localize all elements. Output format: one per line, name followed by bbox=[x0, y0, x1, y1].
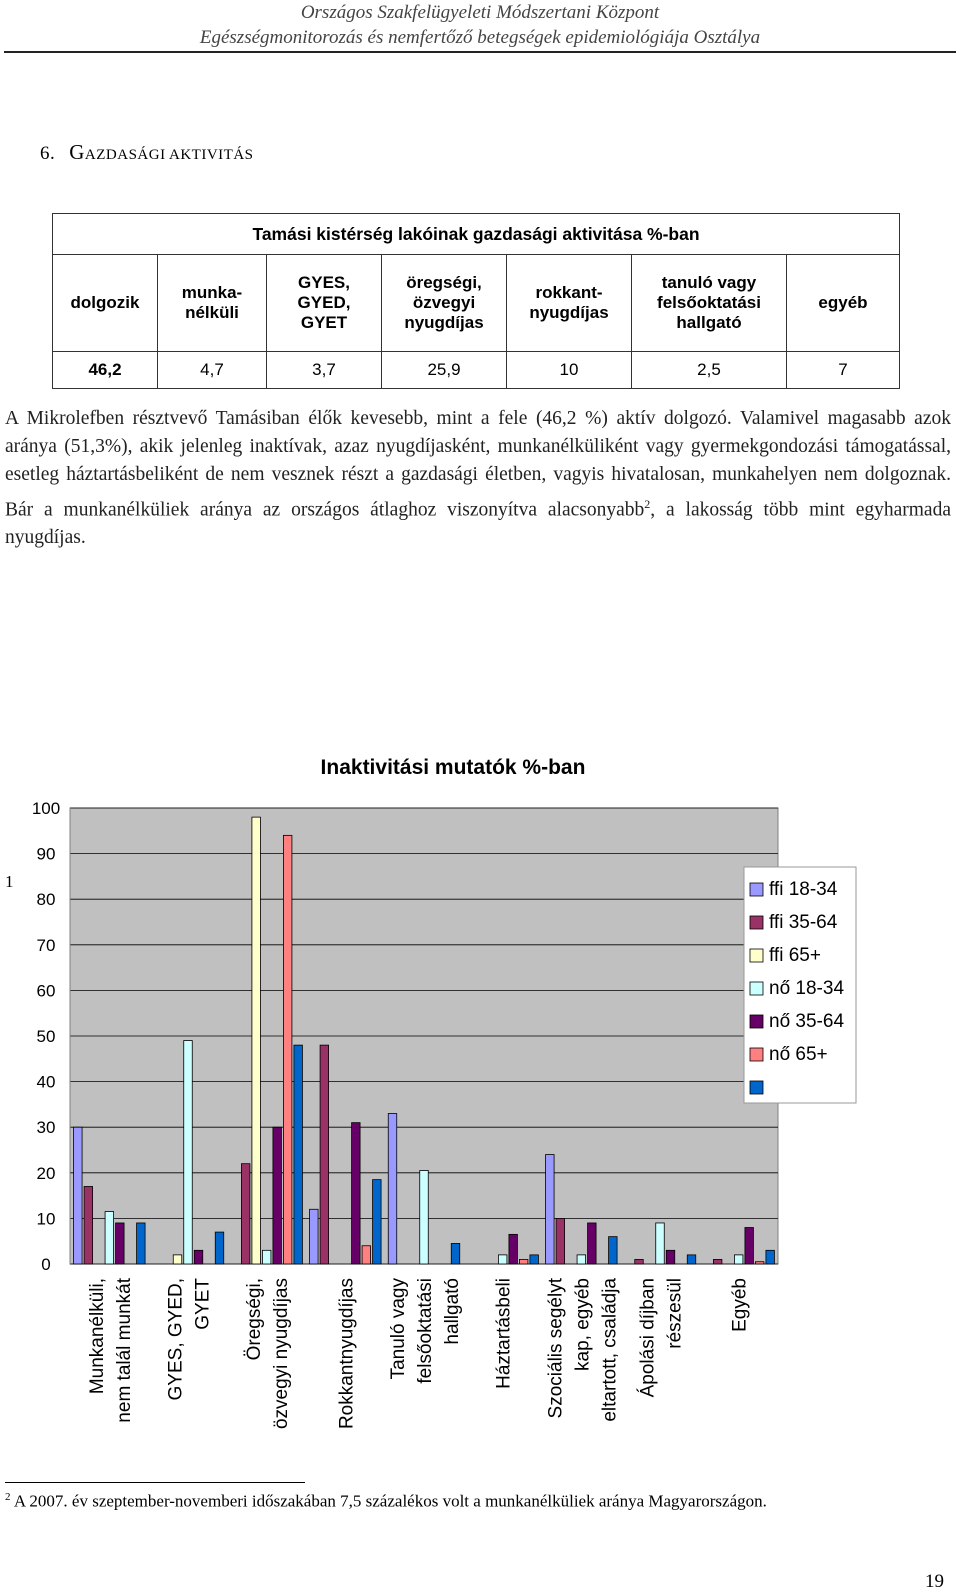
bar bbox=[519, 1259, 528, 1264]
section-title-initial: G bbox=[69, 140, 85, 164]
y-tick-label: 30 bbox=[36, 1118, 56, 1138]
y-tick-label: 10 bbox=[36, 1209, 56, 1229]
category-label: eltartott, családja bbox=[599, 1278, 621, 1422]
bar bbox=[137, 1223, 146, 1264]
bar bbox=[362, 1246, 371, 1264]
legend-swatch bbox=[750, 1048, 763, 1061]
section-number: 6. bbox=[40, 143, 56, 164]
category-label: nem talál munkát bbox=[113, 1278, 135, 1423]
bar bbox=[498, 1255, 507, 1264]
section-title bbox=[40, 140, 254, 165]
y-tick-label: 20 bbox=[36, 1163, 56, 1183]
activity-table bbox=[52, 213, 900, 389]
stray-mark: 1 bbox=[5, 872, 14, 891]
y-tick-label: 50 bbox=[36, 1027, 56, 1046]
y-tick-label: 100 bbox=[31, 799, 61, 818]
section-title-rest: AZDASÁGI AKTIVITÁS bbox=[84, 147, 254, 163]
activity-table-value-row bbox=[53, 352, 900, 389]
category-label: Ápolási díjban bbox=[637, 1278, 659, 1398]
bar bbox=[420, 1171, 429, 1264]
activity-table-header-row bbox=[53, 255, 900, 352]
legend-swatch bbox=[750, 982, 763, 995]
header-divider bbox=[4, 51, 956, 53]
value-cell: 2,5 bbox=[632, 352, 787, 389]
bar bbox=[74, 1127, 83, 1264]
bar bbox=[184, 1041, 193, 1264]
header-cell: rokkant- nyugdíjas bbox=[507, 255, 632, 352]
category-label: Munkanélküli, bbox=[86, 1278, 108, 1395]
value-cell: 10 bbox=[507, 352, 632, 389]
bar bbox=[609, 1237, 618, 1264]
bar bbox=[666, 1250, 675, 1264]
y-tick-label: 90 bbox=[36, 844, 56, 864]
legend-swatch bbox=[750, 1081, 763, 1094]
bar bbox=[105, 1212, 114, 1264]
y-tick-label: 40 bbox=[36, 1072, 56, 1092]
footnote-text: A 2007. év szeptember-novemberi időszakában 7,5 százalékos volt a munkanélküliek aránya Magyarországon. bbox=[13, 1491, 767, 1511]
footnote-reference[interactable]: 2 bbox=[644, 496, 651, 511]
page-number: 19 bbox=[925, 1571, 944, 1592]
category-label: részesül bbox=[664, 1278, 686, 1349]
bar bbox=[283, 835, 292, 1264]
bar bbox=[173, 1255, 182, 1264]
activity-table-caption: Tamási kistérség lakóinak gazdasági aktivitása %-ban bbox=[53, 214, 900, 255]
category-label: hallgató bbox=[442, 1278, 463, 1345]
chart-title: Inaktivitási mutatók %-ban bbox=[320, 756, 586, 779]
header-cell: egyéb bbox=[787, 255, 900, 352]
bar bbox=[734, 1255, 743, 1264]
bar bbox=[252, 817, 261, 1264]
legend-swatch bbox=[750, 1015, 763, 1028]
bar bbox=[388, 1114, 397, 1264]
inactivity-chart bbox=[0, 740, 960, 1460]
category-label: Egyéb bbox=[729, 1278, 751, 1332]
legend-label: nő 35-64 bbox=[769, 1011, 845, 1032]
legend-label: ffi 18-34 bbox=[769, 879, 838, 900]
paragraph-text: A Mikrolefben résztvevő Tamásiban élők kevesebb, mint a fele (46,2 %) aktív dolgozó. Valamivel magasabb azok aránya (51,3%), akik jelenleg inaktívak, azaz nyugdíjasként, munkanélküliként vagy gyermekgondozási támogatással, esetleg háztartásbeliként de nem vesznek részt a gazdasági életben, vagyis hivatalosan, munkahelyen nem dolgoznak. Bár a munkanélküliek aránya az országos átlaghoz viszonyítva alacsonyabb bbox=[5, 408, 951, 521]
bar bbox=[635, 1259, 644, 1264]
bar bbox=[241, 1164, 250, 1264]
bar bbox=[687, 1255, 696, 1264]
bar bbox=[766, 1250, 775, 1264]
bar bbox=[577, 1255, 586, 1264]
bar bbox=[588, 1223, 597, 1264]
bar bbox=[273, 1127, 282, 1264]
bar bbox=[373, 1180, 382, 1264]
bar bbox=[194, 1250, 203, 1264]
category-label: Szociális segélyt bbox=[545, 1278, 567, 1419]
category-label: özvegyi nyugdíjas bbox=[271, 1278, 293, 1430]
paragraph-text-end: , a lakosság több mint egyharmada nyugdíjas. bbox=[5, 499, 951, 549]
bar bbox=[352, 1123, 361, 1264]
category-label: GYET bbox=[192, 1278, 214, 1330]
bar bbox=[215, 1232, 224, 1264]
category-label: Tanuló vagy bbox=[388, 1278, 409, 1380]
bar bbox=[530, 1255, 539, 1264]
value-cell: 4,7 bbox=[158, 352, 267, 389]
y-tick-label: 0 bbox=[41, 1255, 51, 1274]
category-label: felsőoktatási bbox=[415, 1278, 436, 1384]
legend-label: nő 18-34 bbox=[769, 978, 845, 999]
header-department: Egészségmonitorozás és nemfertőző betegségek epidemiológiája Osztálya bbox=[199, 27, 761, 48]
bar bbox=[116, 1223, 125, 1264]
bar bbox=[84, 1186, 93, 1264]
legend-swatch bbox=[750, 916, 763, 929]
bar bbox=[713, 1259, 722, 1264]
bar bbox=[656, 1223, 665, 1264]
bar bbox=[310, 1209, 319, 1264]
header-cell: dolgozik bbox=[53, 255, 158, 352]
category-label: GYES, GYED, bbox=[165, 1278, 187, 1401]
bar bbox=[294, 1045, 303, 1264]
y-tick-label: 60 bbox=[36, 981, 56, 1001]
bar bbox=[556, 1218, 565, 1264]
header-cell: öregségi, özvegyi nyugdíjas bbox=[382, 255, 507, 352]
bar bbox=[755, 1262, 764, 1264]
body-paragraph bbox=[5, 405, 951, 553]
bar bbox=[546, 1155, 555, 1264]
footnote bbox=[5, 1491, 767, 1512]
value-cell: 3,7 bbox=[267, 352, 382, 389]
header-cell: munka- nélküli bbox=[158, 255, 267, 352]
bar bbox=[451, 1243, 460, 1264]
legend-swatch bbox=[750, 883, 763, 896]
category-label: Háztartásbeli bbox=[493, 1278, 515, 1389]
legend-label: ffi 65+ bbox=[769, 945, 821, 966]
header-institution: Országos Szakfelügyeleti Módszertani Központ bbox=[300, 2, 660, 23]
bar bbox=[509, 1234, 517, 1264]
header-cell: tanuló vagy felsőoktatási hallgató bbox=[632, 255, 787, 352]
value-cell: 46,2 bbox=[53, 352, 158, 389]
header-cell: GYES, GYED, GYET bbox=[267, 255, 382, 352]
value-cell: 25,9 bbox=[382, 352, 507, 389]
bar bbox=[745, 1228, 754, 1264]
category-label: Rokkantnyugdíjas bbox=[336, 1278, 358, 1430]
y-tick-label: 80 bbox=[36, 890, 56, 910]
footnote-divider bbox=[5, 1482, 305, 1483]
bar bbox=[320, 1045, 329, 1264]
category-label: Öregségi, bbox=[244, 1278, 266, 1361]
legend-label: ffi 35-64 bbox=[769, 912, 838, 933]
bar bbox=[262, 1250, 271, 1264]
footnote-marker: 2 bbox=[5, 1491, 11, 1503]
page-header bbox=[0, 0, 960, 50]
category-label: kap, egyéb bbox=[572, 1278, 594, 1371]
value-cell: 7 bbox=[787, 352, 900, 389]
y-tick-label: 70 bbox=[36, 935, 56, 955]
legend-swatch bbox=[750, 949, 763, 962]
legend-label: nő 65+ bbox=[769, 1044, 828, 1065]
